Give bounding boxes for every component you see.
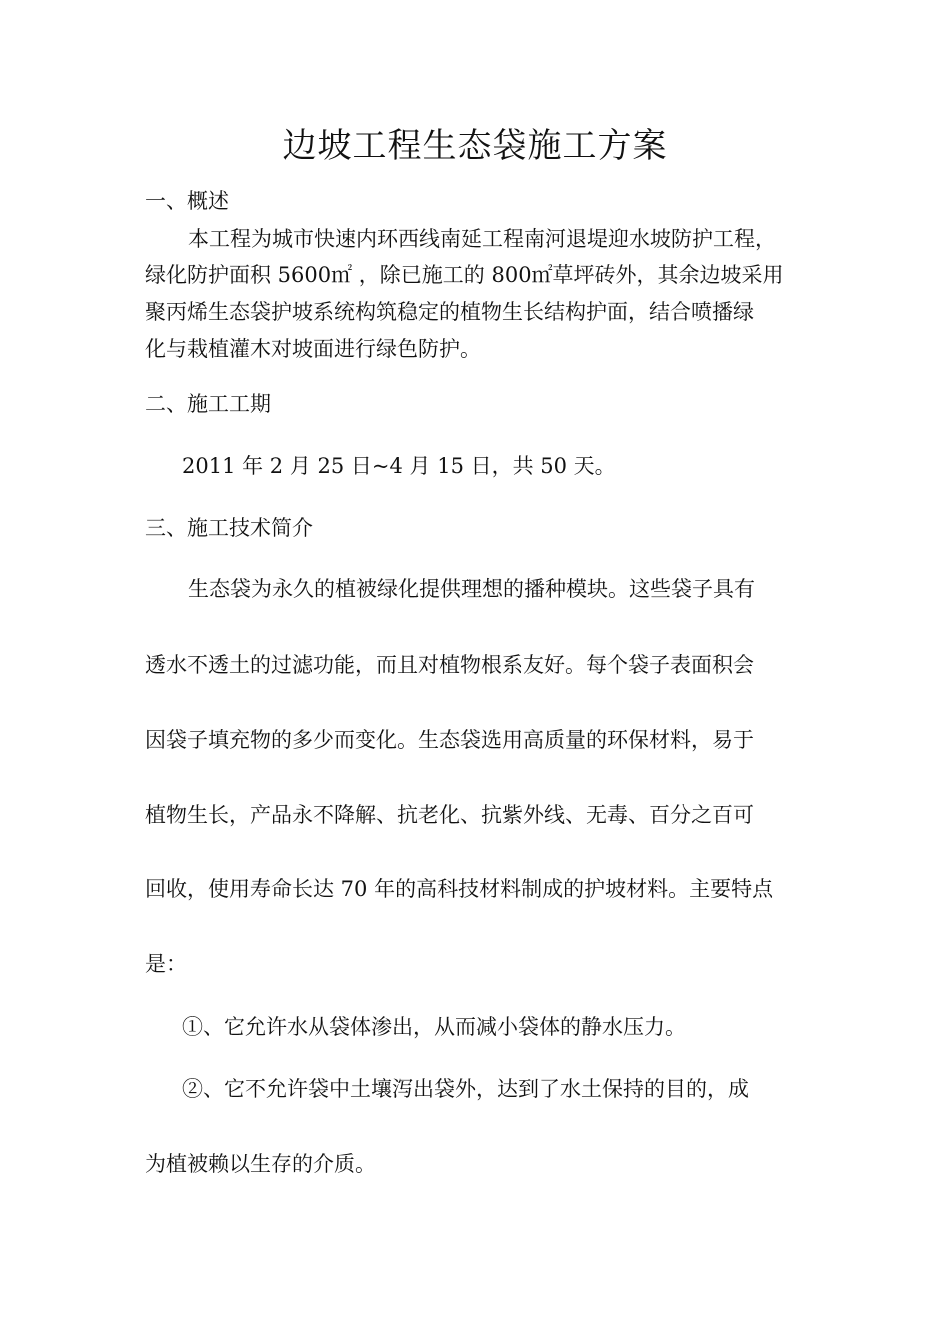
document-title: 边坡工程生态袋施工方案 bbox=[282, 126, 668, 166]
feature-point-1: ①、它允许水从袋体渗出，从而减小袋体的静水压力。 bbox=[182, 1015, 686, 1039]
section-heading-schedule: 二、施工工期 bbox=[145, 392, 271, 416]
technology-line-5: 回收，使用寿命长达 70 年的高科技材料制成的护坡材料。主要特点 bbox=[145, 877, 774, 901]
feature-point-2-continued: 为植被赖以生存的介质。 bbox=[145, 1152, 376, 1176]
overview-line-2: 绿化防护面积 5600㎡ ，除已施工的 800㎡草坪砖外，其余边坡采用 bbox=[145, 263, 784, 287]
overview-line-4: 化与栽植灌木对坡面进行绿色防护。 bbox=[145, 337, 481, 361]
technology-line-4: 植物生长，产品永不降解、抗老化、抗紫外线、无毒、百分之百可 bbox=[145, 803, 754, 827]
schedule-text: 2011 年 2 月 25 日~4 月 15 日，共 50 天。 bbox=[182, 454, 616, 478]
technology-line-1: 生态袋为永久的植被绿化提供理想的播种模块。这些袋子具有 bbox=[188, 577, 755, 601]
section-heading-technology: 三、施工技术简介 bbox=[145, 516, 313, 540]
technology-line-6: 是： bbox=[145, 952, 187, 976]
technology-line-2: 透水不透土的过滤功能，而且对植物根系友好。每个袋子表面积会 bbox=[145, 653, 754, 677]
technology-line-3: 因袋子填充物的多少而变化。生态袋选用高质量的环保材料，易于 bbox=[145, 728, 754, 752]
overview-line-3: 聚丙烯生态袋护坡系统构筑稳定的植物生长结构护面，结合喷播绿 bbox=[145, 300, 754, 324]
feature-point-2: ②、它不允许袋中土壤泻出袋外，达到了水土保持的目的，成 bbox=[182, 1077, 749, 1101]
overview-line-1: 本工程为城市快速内环西线南延工程南河退堤迎水坡防护工程， bbox=[188, 227, 776, 251]
section-heading-overview: 一、概述 bbox=[145, 189, 229, 213]
